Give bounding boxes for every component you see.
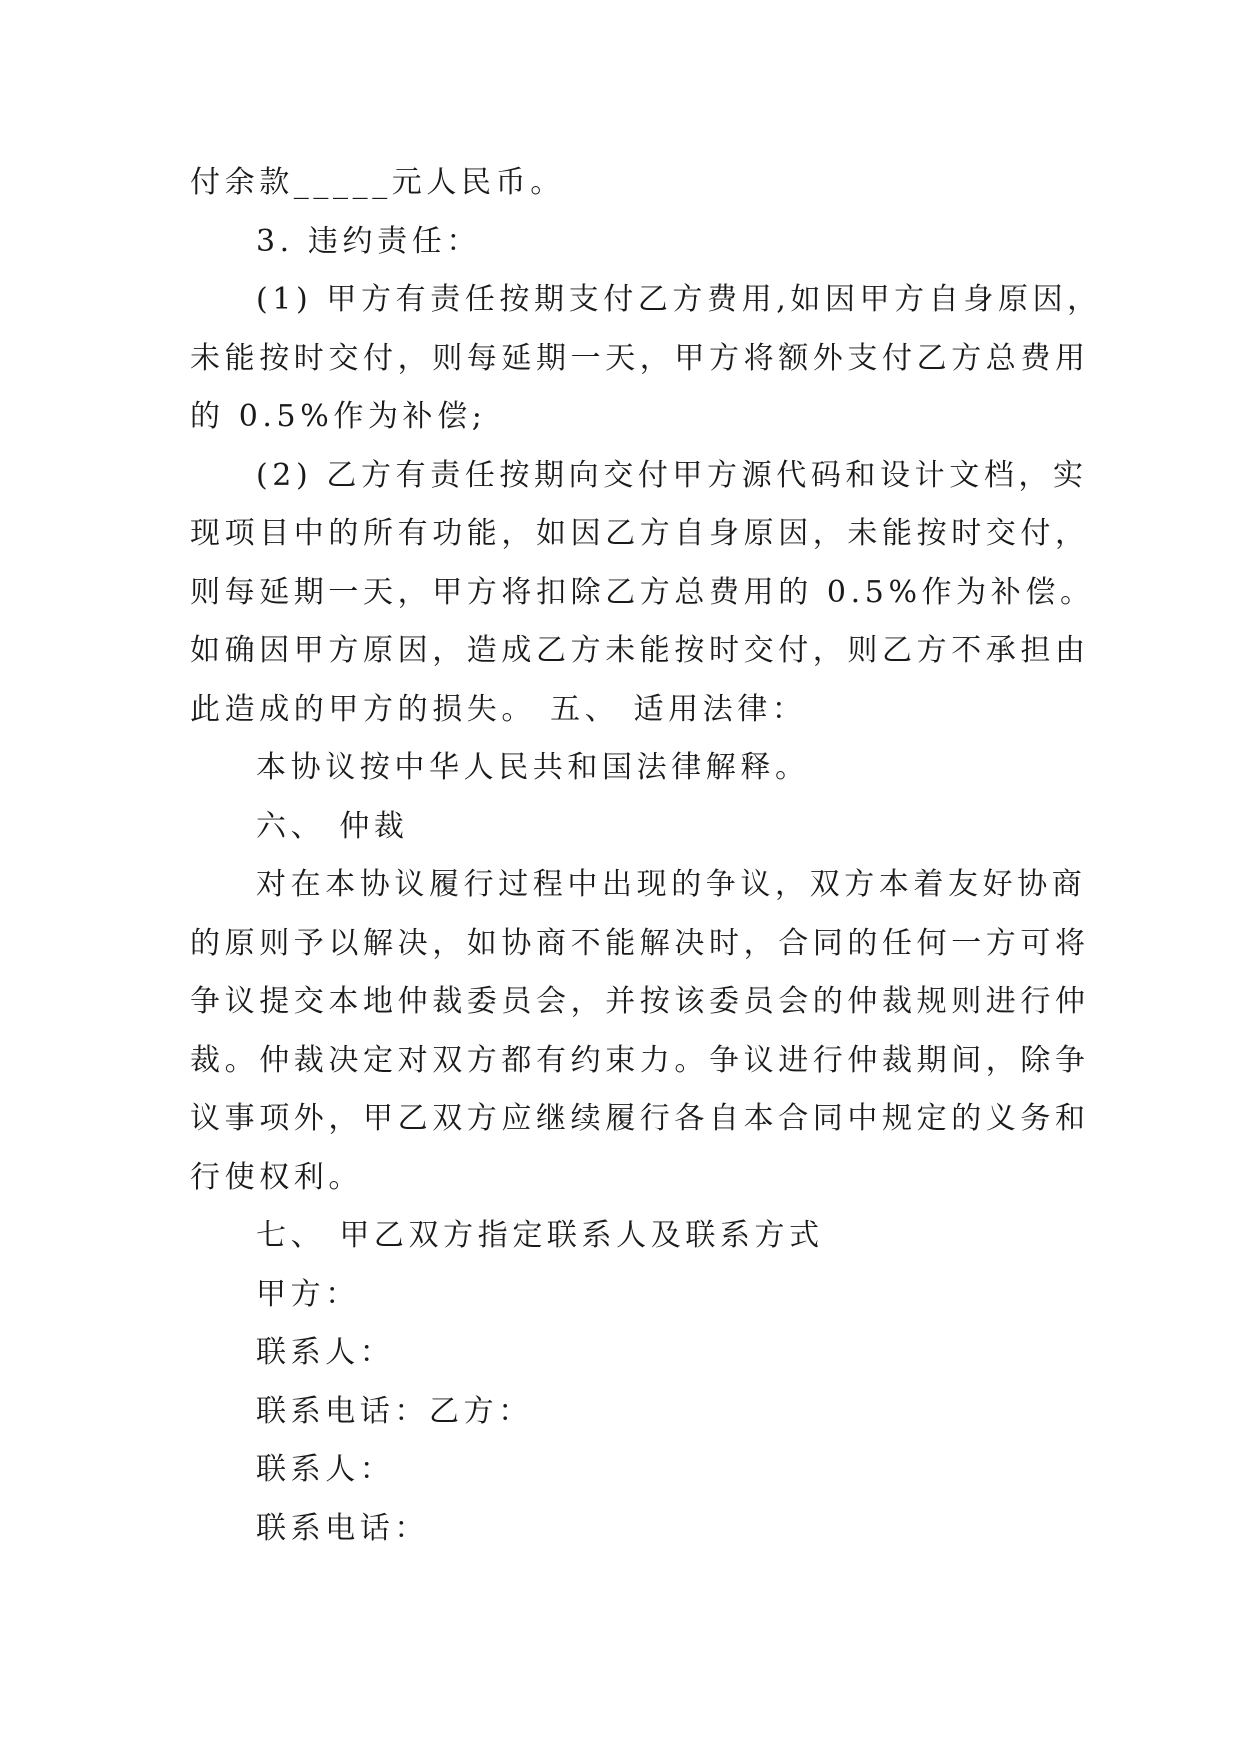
text-line: 本协议按中华人民共和国法律解释。 [256, 750, 810, 785]
text-line: (1) 甲方有责任按期支付乙方费用,如因甲方自身原因， [256, 282, 1102, 317]
section-heading-arbitration: 六、 仲裁 [256, 808, 409, 844]
text-line: 付余款_____元人民币。 [190, 165, 565, 200]
text-line: 此造成的甲方的损失。 五、 适用法律： [190, 691, 807, 727]
text-line: 行使权利。 [190, 1159, 363, 1195]
document-page [190, 154, 1102, 1558]
text-line: 则每延期一天，甲方将扣除乙方总费用的 0.5%作为补偿。 [190, 574, 1095, 610]
contact-phone-label: 联系电话：乙方： [256, 1393, 533, 1429]
party-a-label: 甲方： [256, 1276, 360, 1312]
text-line: (2) 乙方有责任按期向交付甲方源代码和设计文档，实 [256, 457, 1088, 493]
contact-person-label: 联系人： [256, 1335, 395, 1370]
contact-person-label: 联系人： [256, 1452, 395, 1487]
contact-phone-label: 联系电话： [256, 1510, 429, 1546]
text-line: 对在本协议履行过程中出现的争议，双方本着友好协商 [256, 867, 1087, 902]
text-line: 的 0.5%作为补偿; [190, 399, 487, 434]
section-heading-contacts: 七、 甲乙双方指定联系人及联系方式 [256, 1218, 824, 1253]
section-heading-breach-liability: 3. 违约责任： [256, 223, 481, 259]
text-line: 议事项外，甲乙双方应继续履行各自本合同中规定的义务和 [190, 1101, 1090, 1136]
text-line: 未能按时交付，则每延期一天，甲方将额外支付乙方总费用 [190, 340, 1090, 376]
text-line: 现项目中的所有功能，如因乙方自身原因，未能按时交付， [190, 516, 1090, 551]
text-line: 裁。仲裁决定对双方都有约束力。争议进行仲裁期间，除争 [190, 1042, 1090, 1078]
text-line: 争议提交本地仲裁委员会，并按该委员会的仲裁规则进行仲 [190, 984, 1090, 1019]
text-line: 如确因甲方原因，造成乙方未能按时交付，则乙方不承担由 [190, 633, 1090, 668]
text-line: 的原则予以解决，如协商不能解决时，合同的任何一方可将 [190, 925, 1090, 961]
